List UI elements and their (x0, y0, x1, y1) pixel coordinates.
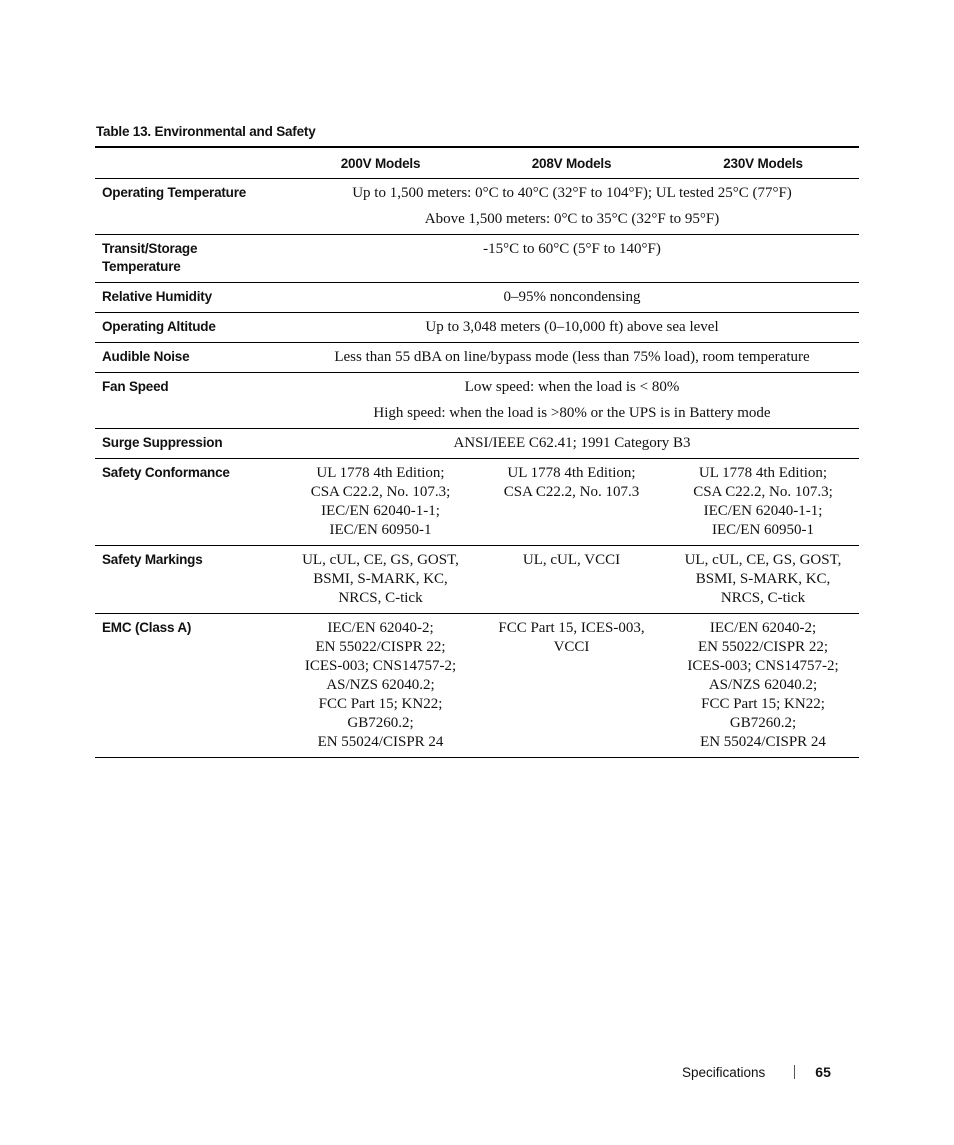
table-row (95, 614, 859, 758)
safety-conformance-230v (667, 459, 859, 546)
header-200v: 200V Models (285, 147, 476, 179)
page-number: 65 (815, 1064, 831, 1080)
cell-line: ICES-003; CNS14757-2; (687, 658, 839, 674)
cell-line: AS/NZS 62040.2; (326, 677, 435, 693)
header-208v: 208V Models (476, 147, 667, 179)
cell-line: AS/NZS 62040.2; (708, 677, 818, 693)
row-label-operating-temperature: Operating Temperature (95, 179, 285, 235)
safety-conformance-200v (285, 459, 476, 546)
row-label-safety-conformance: Safety Conformance (95, 459, 285, 546)
cell-line: BSMI, S-MARK, KC, (695, 571, 831, 587)
cell-line: CSA C22.2, No. 107.3 (503, 484, 640, 500)
cell-line: GB7260.2; (729, 715, 797, 731)
safety-conformance-208v (476, 459, 667, 546)
row-label-audible-noise: Audible Noise (95, 343, 285, 373)
footer-separator (794, 1065, 795, 1079)
cell-line: FCC Part 15, ICES-003, (498, 620, 645, 636)
fan-speed-line: Low speed: when the load is < 80% (464, 379, 680, 395)
cell-line: IEC/EN 62040-2; (327, 620, 434, 636)
cell-line: IEC/EN 62040-2; (709, 620, 817, 636)
cell-line: EN 55022/CISPR 22; (697, 639, 829, 655)
relative-humidity-value: 0–95% noncondensing (285, 283, 859, 313)
cell-line: FCC Part 15; KN22; (318, 696, 443, 712)
safety-markings-230v (667, 546, 859, 614)
cell-line: EN 55024/CISPR 24 (317, 734, 444, 750)
cell-line: UL, cUL, CE, GS, GOST, (302, 552, 459, 568)
row-label-operating-altitude: Operating Altitude (95, 313, 285, 343)
transit-storage-value: -15°C to 60°C (5°F to 140°F) (285, 235, 859, 283)
table-row (95, 313, 859, 343)
cell-line: UL 1778 4th Edition; (698, 465, 828, 481)
cell-line: FCC Part 15; KN22; (701, 696, 825, 712)
surge-suppression-value: ANSI/IEEE C62.41; 1991 Category B3 (285, 429, 859, 459)
operating-temperature-line: Above 1,500 meters: 0°C to 35°C (32°F to 95°F) (424, 211, 720, 227)
row-label-surge-suppression: Surge Suppression (95, 429, 285, 459)
environmental-safety-table (95, 146, 859, 758)
cell-line: UL 1778 4th Edition; (316, 465, 445, 481)
operating-temperature-line: Up to 1,500 meters: 0°C to 40°C (32°F to 104°F); UL tested 25°C (77°F) (352, 185, 792, 201)
cell-line: IEC/EN 60950-1 (711, 522, 815, 538)
page-footer (682, 1064, 831, 1080)
header-row (95, 147, 859, 179)
row-label-fan-speed: Fan Speed (95, 373, 285, 429)
cell-line: IEC/EN 60950-1 (329, 522, 432, 538)
cell-line: EN 55024/CISPR 24 (700, 734, 826, 750)
cell-line: UL 1778 4th Edition; (507, 465, 636, 481)
label-line: Temperature (102, 259, 181, 274)
cell-line: IEC/EN 62040-1-1; (703, 503, 823, 519)
cell-line: UL, cUL, CE, GS, GOST, (684, 552, 842, 568)
emc-208v (476, 614, 667, 758)
cell-line: GB7260.2; (347, 715, 414, 731)
operating-altitude-value: Up to 3,048 meters (0–10,000 ft) above sea level (285, 313, 859, 343)
row-label-emc: EMC (Class A) (95, 614, 285, 758)
safety-markings-208v (476, 546, 667, 614)
table-row (95, 459, 859, 546)
emc-200v (285, 614, 476, 758)
audible-noise-value: Less than 55 dBA on line/bypass mode (less than 75% load), room temperature (285, 343, 859, 373)
table-row (95, 429, 859, 459)
cell-line: BSMI, S-MARK, KC, (313, 571, 448, 587)
fan-speed-line: High speed: when the load is >80% or the UPS is in Battery mode (373, 405, 771, 421)
fan-speed-value (285, 373, 859, 429)
cell-line: CSA C22.2, No. 107.3; (693, 484, 833, 500)
cell-line: VCCI (553, 639, 590, 655)
row-label-transit-storage (95, 235, 285, 283)
cell-line: IEC/EN 62040-1-1; (321, 503, 440, 519)
table-row (95, 283, 859, 313)
cell-line: ICES-003; CNS14757-2; (304, 658, 457, 674)
row-label-relative-humidity: Relative Humidity (95, 283, 285, 313)
label-line: Transit/Storage (102, 241, 198, 256)
table-row (95, 546, 859, 614)
cell-line: EN 55022/CISPR 22; (315, 639, 446, 655)
header-230v: 230V Models (667, 147, 859, 179)
table-row (95, 179, 859, 235)
table-row (95, 235, 859, 283)
cell-line: NRCS, C-tick (338, 590, 423, 606)
operating-temperature-value (285, 179, 859, 235)
emc-230v (667, 614, 859, 758)
footer-section-title: Specifications (682, 1064, 766, 1080)
safety-markings-200v (285, 546, 476, 614)
header-blank (95, 147, 285, 179)
table-row (95, 343, 859, 373)
cell-line: NRCS, C-tick (720, 590, 806, 606)
cell-line: UL, cUL, VCCI (522, 552, 621, 568)
row-label-safety-markings: Safety Markings (95, 546, 285, 614)
table-row (95, 373, 859, 429)
cell-line: CSA C22.2, No. 107.3; (310, 484, 451, 500)
table-caption: Table 13. Environmental and Safety (96, 124, 316, 139)
